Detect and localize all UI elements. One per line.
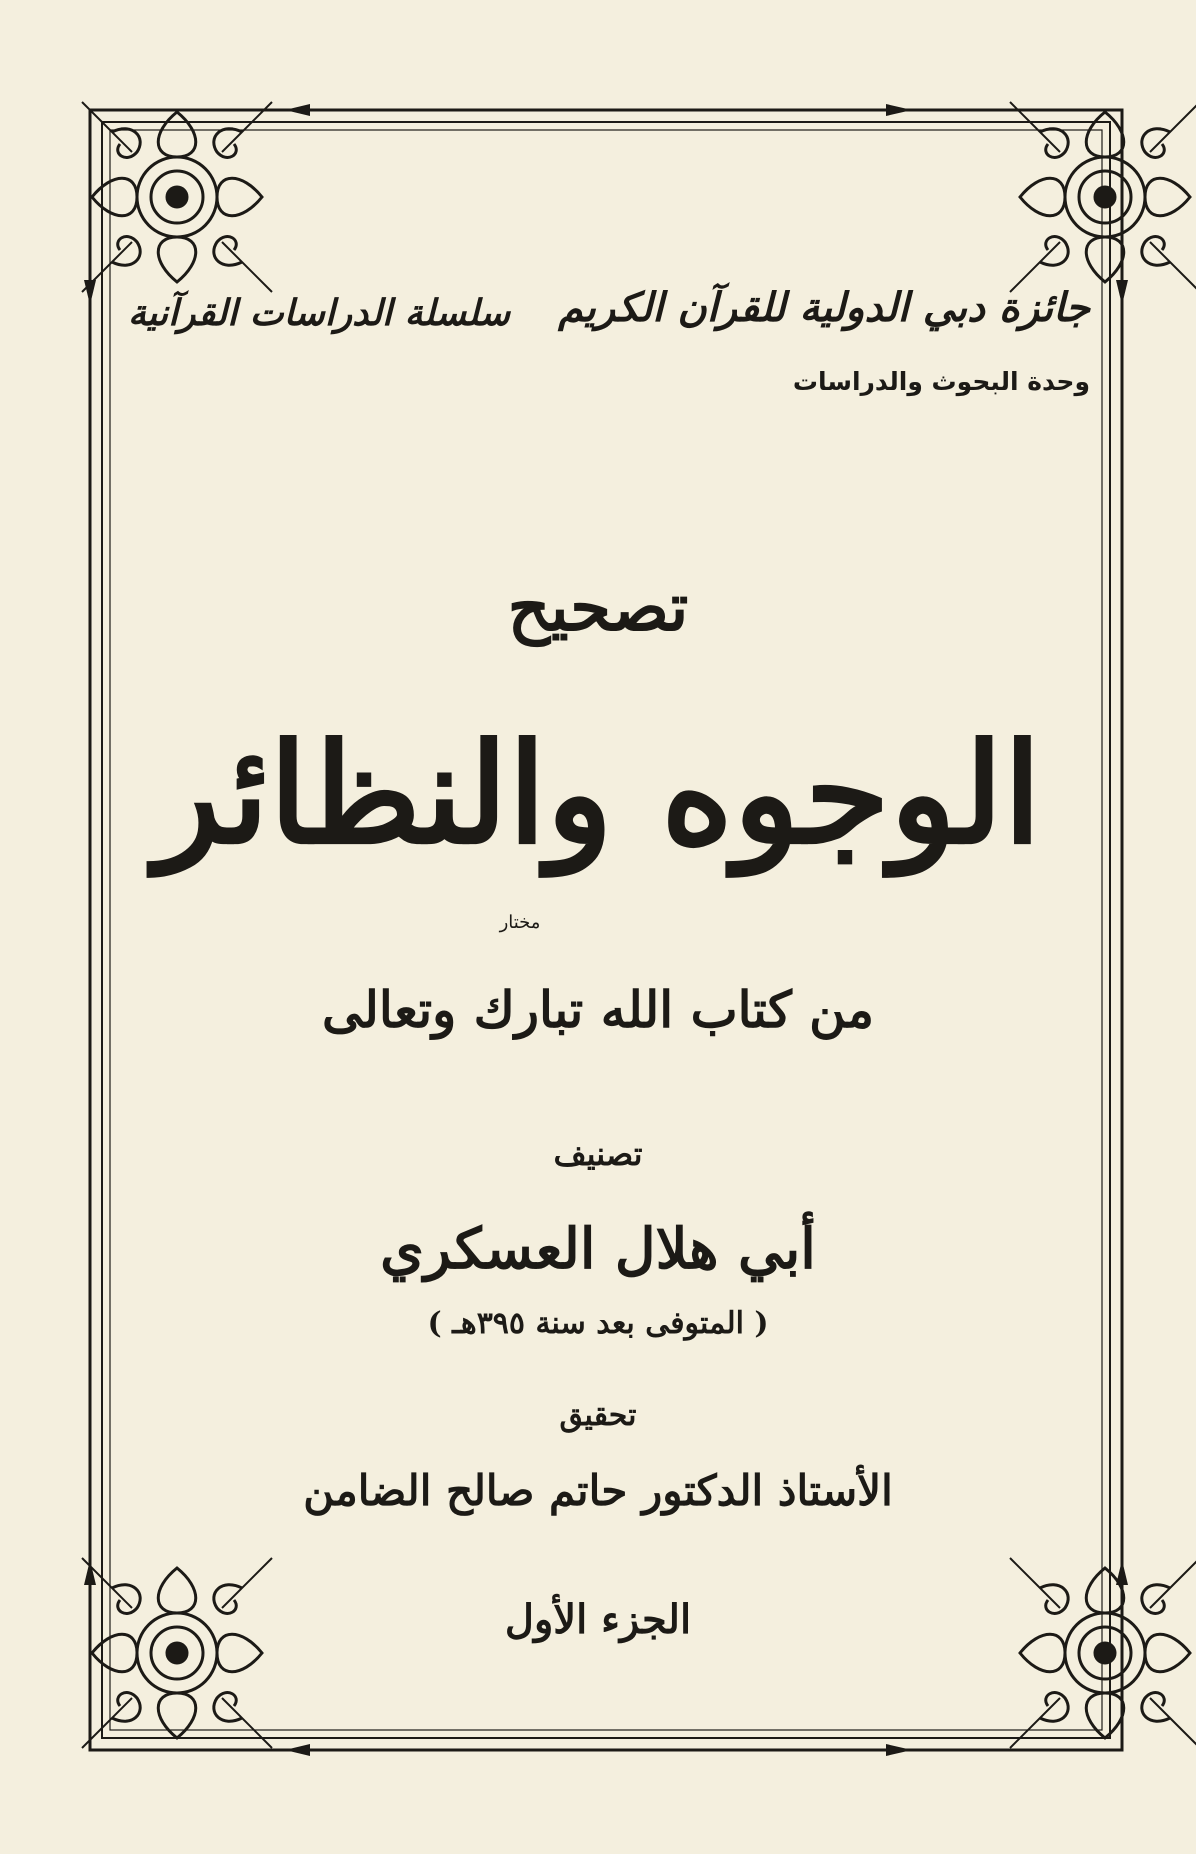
editor-name: الأستاذ الدكتور حاتم صالح الضامن xyxy=(303,1466,893,1515)
pre-title: تصحيح xyxy=(507,568,689,646)
corner-ornament-icon xyxy=(72,1548,282,1758)
volume-label: الجزء الأول xyxy=(504,1596,692,1643)
editor-role-label: تحقيق xyxy=(559,1398,637,1433)
author-death-note: ( المتوفى بعد سنة ٣٩٥هـ ) xyxy=(427,1306,769,1341)
award-name: جائزة دبي الدولية للقرآن الكريم xyxy=(558,284,1090,331)
author-role-label: تصنيف xyxy=(553,1135,643,1173)
book-title: الوجوه والنظائر xyxy=(154,712,1042,875)
corner-ornament-icon xyxy=(72,92,282,302)
publisher-unit: وحدة البحوث والدراسات xyxy=(792,367,1090,396)
author-name: أبي هلال العسكري xyxy=(380,1216,816,1282)
corner-ornament-icon xyxy=(1000,92,1196,302)
corner-ornament-icon xyxy=(1000,1548,1196,1758)
title-marker: مختار xyxy=(499,912,541,933)
book-subtitle: من كتاب الله تبارك وتعالى xyxy=(321,980,875,1039)
series-name: سلسلة الدراسات القرآنية xyxy=(128,292,510,334)
